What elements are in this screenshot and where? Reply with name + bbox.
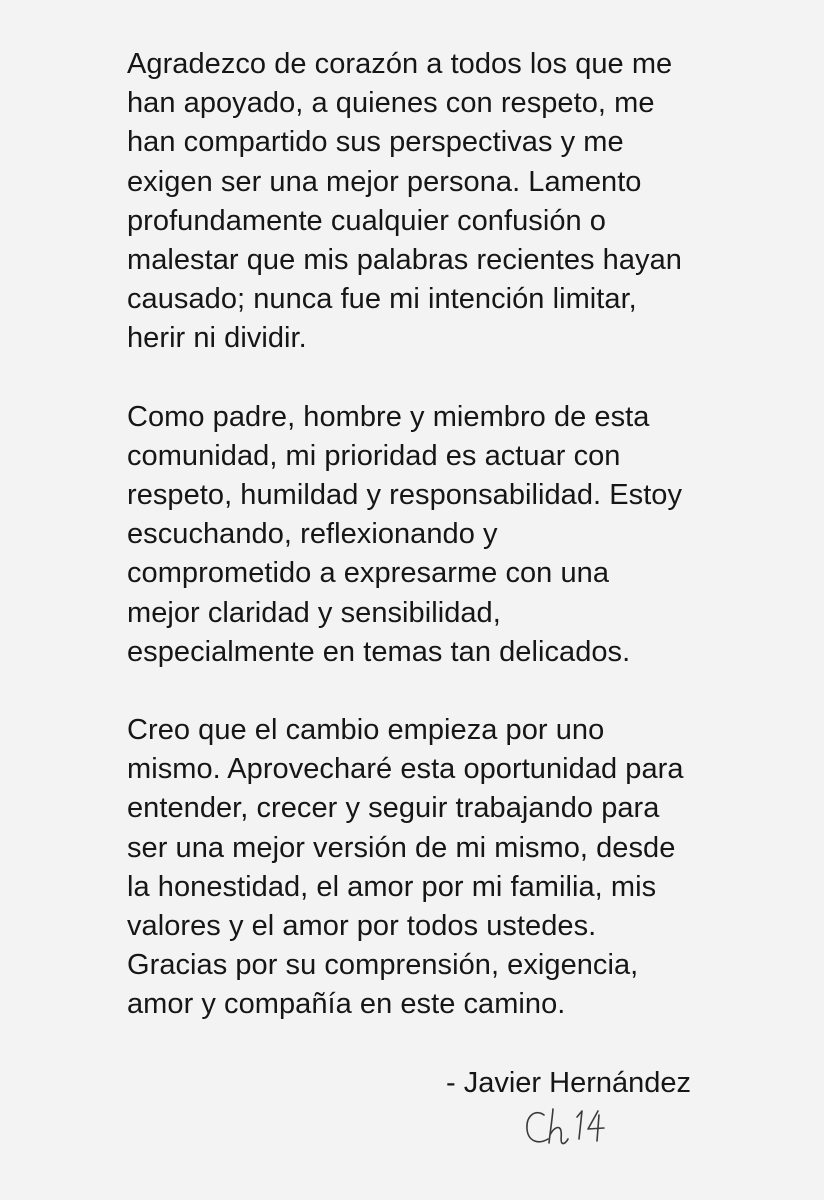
text-line: respeto, humildad y responsabilidad. Estoy <box>127 479 683 512</box>
signature-stroke <box>577 1111 582 1139</box>
text-line: mismo. Aprovecharé esta oportunidad para <box>127 753 684 786</box>
paragraph-gratitude <box>127 45 747 359</box>
paragraph-spacer <box>127 672 747 711</box>
paragraph-spacer <box>127 359 747 398</box>
signature-stroke <box>527 1113 548 1142</box>
text-line: Como padre, hombre y miembro de esta <box>127 400 650 433</box>
text-line: mejor claridad y sensibilidad, <box>127 596 501 629</box>
text-line: malestar que mis palabras recientes hayan <box>127 244 682 277</box>
text-line: exigen ser una mejor persona. Lamento <box>127 165 642 198</box>
signature-stroke <box>588 1111 604 1141</box>
text-line: entender, crecer y seguir trabajando para <box>127 792 660 825</box>
text-line: escuchando, reflexionando y <box>127 518 498 551</box>
text-line: Creo que el cambio empieza por uno <box>127 714 605 747</box>
text-line: han compartido sus perspectivas y me <box>127 126 624 159</box>
paragraph-priorities <box>127 398 747 672</box>
paragraph-change <box>127 711 747 1025</box>
author-signoff: - Javier Hernández <box>446 1067 691 1099</box>
text-line: comunidad, mi prioridad es actuar con <box>127 439 621 472</box>
text-line: Agradezco de corazón a todos los que me <box>127 48 673 80</box>
text-line: profundamente cualquier confusión o <box>127 204 606 237</box>
text-line: amor y compañía en este camino. <box>127 988 566 1021</box>
text-line: valores y el amor por todos ustedes. <box>127 910 597 943</box>
signature-stroke <box>549 1109 568 1144</box>
text-line: la honestidad, el amor por mi familia, mis <box>127 870 657 903</box>
text-line: Gracias por su comprensión, exigencia, <box>127 949 639 982</box>
text-line: causado; nunca fue mi intención limitar, <box>127 283 637 316</box>
handwritten-signature <box>522 1103 620 1153</box>
text-line: especialmente en temas tan delicados. <box>127 635 631 668</box>
text-line: han apoyado, a quienes con respeto, me <box>127 87 655 120</box>
statement-body <box>127 45 747 1025</box>
text-line: ser una mejor versión de mi mismo, desde <box>127 831 676 864</box>
text-line: comprometido a expresarme con una <box>127 557 610 590</box>
text-line: herir ni dividir. <box>127 322 307 355</box>
